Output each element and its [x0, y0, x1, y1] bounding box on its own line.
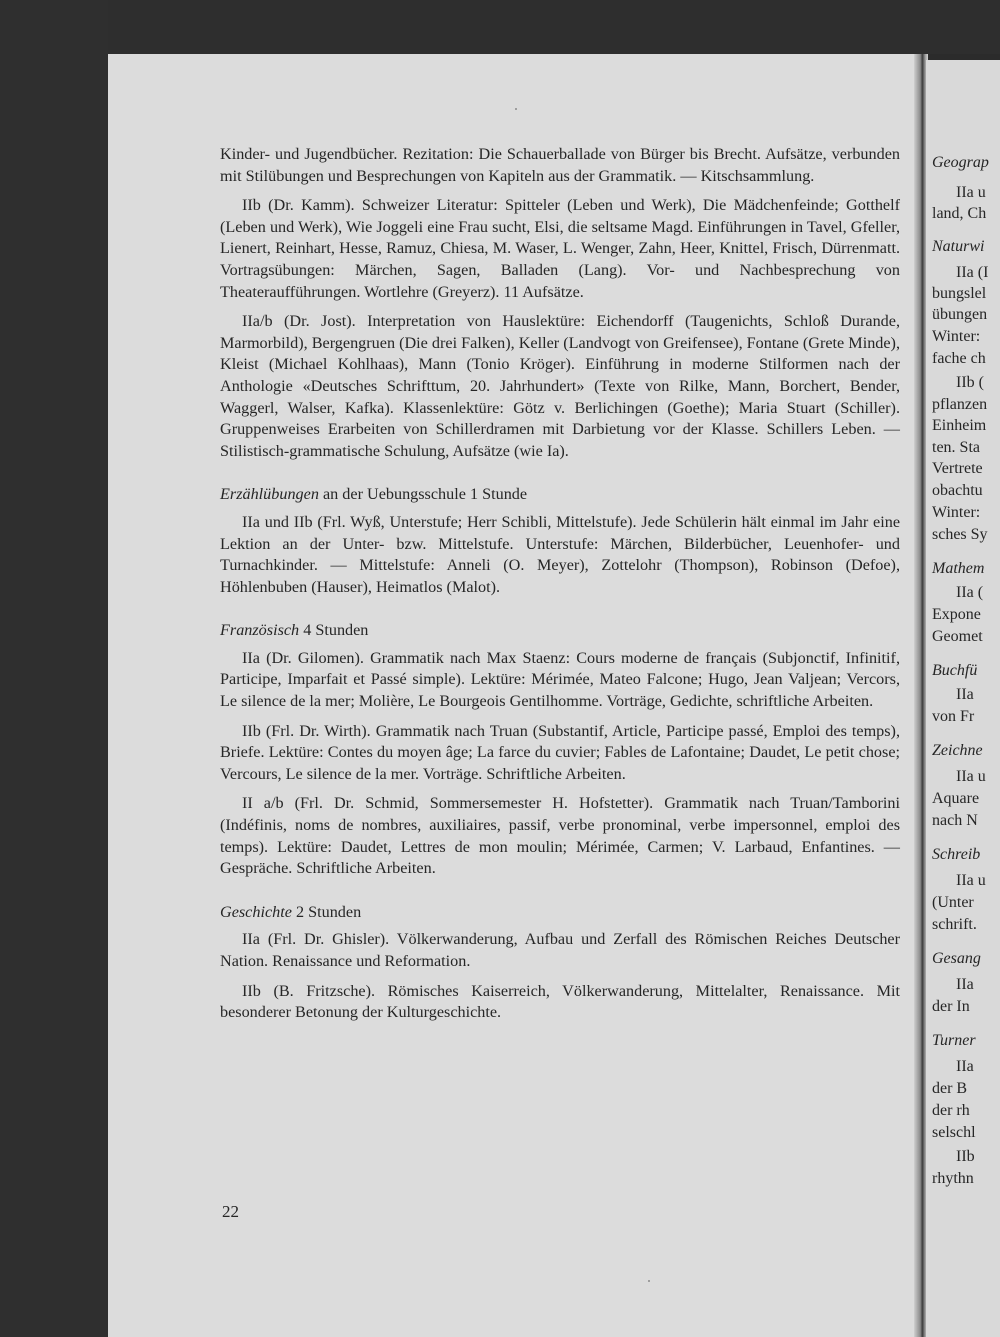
- right-page-heading-fragment: Schreib: [932, 846, 981, 863]
- right-page-text-fragment: IIa: [956, 686, 974, 703]
- right-page-text-fragment: Geomet: [932, 628, 983, 645]
- right-page-text-fragment: IIa: [956, 1058, 974, 1075]
- right-page-text-fragment: Expone: [932, 606, 981, 623]
- right-page-text-fragment: obachtu: [932, 482, 983, 499]
- right-page-text-fragment: Aquare: [932, 790, 980, 807]
- right-page-heading-fragment: Mathem: [932, 560, 985, 577]
- right-page-heading-fragment: Turner: [932, 1032, 976, 1049]
- paragraph: Kinder- und Jugendbücher. Rezitation: Die Schauerballade von Bürger bis Brecht. Aufsätze, verbunden mit Stilübungen und Besprechungen von Kapiteln aus der Grammatik. — Kitschsammlung.: [220, 145, 900, 185]
- paragraph: IIb (Dr. Kamm). Schweizer Literatur: Spitteler (Leben und Werk), Die Mädchenfeinde; Gotthelf (Leben und Werk), Wie Joggeli eine Frau sucht, Elsi, die seltsame Magd. Einführungen in Tavel, Gfeller, Lienert, Reinhart, Hesse, Ramuz, Chiesa, M. Waser, L. Wenger, Zahn, Heer, Knittel, Frisch, Dürrenmatt. Vortragsübungen: Märchen, Sagen, Balladen (Lang). Vor- und Nachbesprechung von Theateraufführungen. Wortlehre (Greyerz). 11 Aufsätze.: [220, 196, 900, 301]
- right-page-text-fragment: (Unter: [932, 894, 974, 911]
- right-page-text-fragment: IIa (: [956, 584, 984, 601]
- right-page-text-fragment: schrift.: [932, 916, 977, 933]
- section-heading: [220, 620, 900, 642]
- paper-speck: [515, 108, 517, 110]
- right-page-text-fragment: nach N: [932, 812, 978, 829]
- right-page-text-fragment: Winter:: [932, 504, 981, 521]
- right-page-text-fragment: rhythn: [932, 1170, 974, 1187]
- paragraph: IIa/b (Dr. Jost). Interpretation von Hauslektüre: Eichendorff (Taugenichts, Schloß Durande, Marmorbild), Bergengruen (Die drei Falken), Keller (Landvogt von Greifensee), Fontane (Grete Minde), Kleist (Michael Kohlhaas), Mann (Tonio Kröger). Einführung in moderne Stilformen nach der Anthologie «Deutsches Schrifttum, 20. Jahrhundert» (Texte von Rilke, Mann, Borchert, Bender, Waggerl, Walser, Kafka). Klassenlektüre: Götz v. Berlichingen (Goethe); Maria Stuart (Schiller). Gruppenweises Erarbeiten von Schillerdramen mit Darbietung vor der Klasse. Schillers Leben. — Stilistisch-grammatische Schulung, Aufsätze (wie Ia).: [220, 312, 900, 460]
- right-page-text-fragment: der rh: [932, 1102, 970, 1119]
- right-page-heading-fragment: Zeichne: [932, 742, 983, 759]
- paragraph: IIa und IIb (Frl. Wyß, Unterstufe; Herr Schibli, Mittelstufe). Jede Schülerin hält einmal im Jahr eine Lektion an der Unter- bzw. Mittelstufe. Unterstufe: Märchen, Bilderbücher, Leuenhofer- und Turnachkinder. — Mittelstufe: Anneli (O. Meyer), Zottelohr (Thompson), Robinson (Defoe), Höhlenbuben (Hauser), Heimatlos (Malot).: [220, 512, 900, 596]
- right-page-text-fragment: land, Ch: [932, 205, 987, 222]
- section-heading: [220, 484, 900, 506]
- paper-speck: [648, 1280, 650, 1282]
- right-page-text-fragment: IIa u: [956, 768, 986, 785]
- right-page-text-fragment: ten. Sta: [932, 439, 980, 456]
- section-title: Französisch: [220, 621, 300, 640]
- page-number: 22: [222, 1202, 239, 1221]
- section-hours: 4 Stunden: [303, 621, 369, 640]
- paragraph: IIa (Frl. Dr. Ghisler). Völkerwanderung, Aufbau und Zerfall des Römischen Reiches Deutscher Nation. Renaissance und Reformation.: [220, 930, 900, 970]
- right-page-text-fragment: der B: [932, 1080, 968, 1097]
- section-hours: an der Uebungsschule 1 Stunde: [322, 485, 528, 504]
- right-page-text-fragment: IIa (I: [956, 264, 989, 281]
- right-page-text-fragment: Winter:: [932, 328, 981, 345]
- right-page-text-fragment: selschl: [932, 1124, 976, 1141]
- right-page-text-fragment: IIa u: [956, 872, 986, 889]
- right-page-text-fragment: IIb (: [956, 374, 984, 391]
- right-page-text-fragment: IIb: [956, 1148, 975, 1165]
- right-page: [926, 60, 1000, 1337]
- right-page-text-fragment: bungslel: [932, 285, 987, 302]
- right-page-text-fragment: IIa u: [956, 184, 986, 201]
- right-page-text-fragment: Vertrete: [932, 460, 983, 477]
- right-page-text-fragment: fache ch: [932, 350, 986, 367]
- right-page-heading-fragment: Gesang: [932, 950, 981, 967]
- paragraph: IIb (Frl. Dr. Wirth). Grammatik nach Truan (Substantif, Article, Participe passé, Emploi des temps), Briefe. Lektüre: Contes du moyen âge; La farce du cuvier; Fables de Lafontaine; Daudet, Le petit chose; Vercours, Le silence de la mer. Vorträge. Schriftliche Arbeiten.: [220, 721, 900, 783]
- paragraph: IIb (B. Fritzsche). Römisches Kaiserreich, Völkerwanderung, Mittelalter, Renaissance. Mit besonderer Betonung der Kulturgeschichte.: [220, 981, 900, 1022]
- scan-background-left: [0, 0, 108, 1337]
- right-page-text-fragment: von Fr: [932, 708, 975, 725]
- right-page-text-fragment: Einheim: [932, 417, 987, 434]
- right-page-heading-fragment: Buchfü: [932, 662, 978, 679]
- right-page-text-fragment: sches Sy: [932, 526, 988, 543]
- left-page-content: [220, 144, 900, 1024]
- paragraph: IIa (Dr. Gilomen). Grammatik nach Max Staenz: Cours moderne de français (Subjonctif, Infinitif, Participe, Imparfait et Passé simple). Lektüre: Mérimée, Mateo Falcone; Hugo, Jean Valjean; Vercors, Le silence de la mer; Molière, Le Bourgeois Gentilhomme. Vorträge, Gedichte, schriftliche Arbeiten.: [220, 648, 900, 711]
- section-title: Erzählübungen: [220, 485, 319, 504]
- right-page-text-fragment: der In: [932, 998, 970, 1015]
- right-page-text-fragment: pflanzen: [932, 396, 988, 413]
- right-page-heading-fragment: Geograp: [932, 154, 989, 171]
- right-page-heading-fragment: Naturwi: [932, 238, 985, 255]
- paragraph: II a/b (Frl. Dr. Schmid, Sommersemester H. Hofstetter). Grammatik nach Truan/Tamborini (Indéfinis, noms de nombres, auxiliaires, passif, verbe pronominal, verbe impersonnel, emploi des temps). Lektüre: Daudet, Lettres de mon moulin; Mérimée, Carmen; V. Larbaud, Enfantines. — Gespräche. Schriftliche Arbeiten.: [220, 794, 900, 878]
- right-page-text-fragment: übungen: [932, 306, 988, 323]
- scan-background-top: [0, 0, 1000, 54]
- section-hours: 2 Stunden: [295, 902, 362, 921]
- section-heading: [220, 902, 900, 924]
- section-title: Geschichte: [220, 902, 292, 921]
- right-page-text-fragment: IIa: [956, 976, 974, 993]
